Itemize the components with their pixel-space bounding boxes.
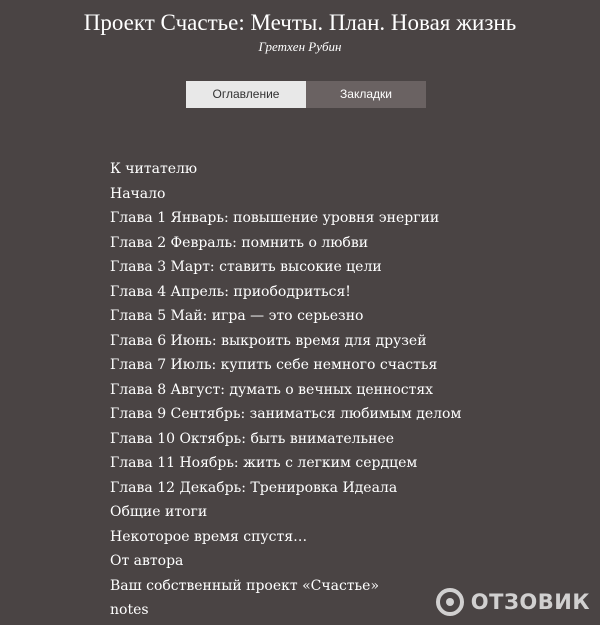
otzovik-logo-icon: [435, 587, 465, 617]
toc-item[interactable]: Некоторое время спустя…: [110, 528, 308, 545]
toc-item[interactable]: Глава 10 Октябрь: быть внимательнее: [110, 430, 395, 447]
toc-item[interactable]: Глава 5 Май: игра — это серьезно: [110, 308, 364, 324]
toc-item[interactable]: От автора: [110, 553, 184, 569]
toc-item[interactable]: Глава 7 Июль: купить себе немного счастья: [110, 357, 438, 373]
tab-contents[interactable]: Оглавление: [186, 81, 306, 108]
toc-item[interactable]: Глава 1 Январь: повышение уровня энергии: [110, 210, 440, 226]
toc-item[interactable]: Начало: [110, 185, 166, 202]
toc-item[interactable]: Общие итоги: [110, 504, 208, 520]
book-title: Проект Счастье: Мечты. План. Новая жизнь: [83, 10, 517, 35]
toc-item[interactable]: Глава 4 Апрель: приободриться!: [110, 283, 351, 300]
toc-item[interactable]: Глава 12 Декабрь: Тренировка Идеала: [110, 479, 398, 496]
toc-item[interactable]: Глава 9 Сентябрь: заниматься любимым делом: [110, 406, 462, 422]
watermark-text: ОТЗОВИК: [470, 590, 590, 614]
toc-item[interactable]: Глава 2 Февраль: помнить о любви: [110, 234, 369, 251]
tab-bookmarks[interactable]: Закладки: [306, 81, 426, 108]
toc-item[interactable]: Глава 3 Март: ставить высокие цели: [110, 259, 382, 275]
tabs-bar: [186, 81, 426, 108]
table-of-contents: [110, 157, 461, 623]
toc-item[interactable]: Глава 8 Август: думать о вечных ценностях: [110, 381, 434, 398]
toc-item[interactable]: Глава 11 Ноябрь: жить с легким сердцем: [110, 455, 418, 471]
toc-item[interactable]: Ваш собственный проект «Счастье»: [110, 577, 380, 594]
toc-item[interactable]: Глава 6 Июнь: выкроить время для друзей: [110, 332, 427, 349]
toc-item[interactable]: notes: [110, 602, 149, 618]
book-author: Гретхен Рубин: [258, 39, 342, 54]
toc-item[interactable]: К читателю: [110, 161, 198, 177]
watermark: [435, 587, 590, 617]
